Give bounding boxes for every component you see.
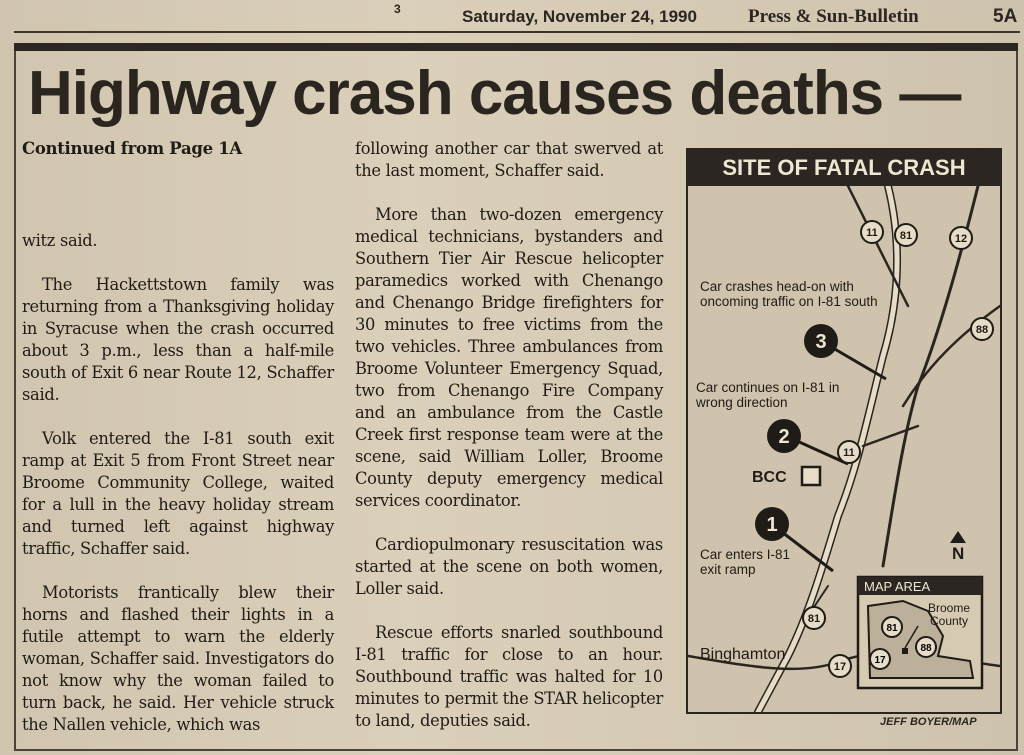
inset-map	[858, 577, 982, 688]
paragraph: More than two-dozen emergency medical technicians, bystanders and Southern Tier Air Rescue helicopter paramedics worked with Chenango and Chenango Bridge firefighters for 30 minutes to free victims from the two vehicles. Three ambulances from Broome Volunteer Emergency Squad, two from Chenango Fire Company and an ambulance from the Castle Creek first response team were at the scene, said William Loller, Broome County deputy emergency medical services coordinator.	[355, 205, 663, 510]
svg-text:MAP AREA: MAP AREA	[864, 579, 931, 594]
svg-text:88: 88	[975, 324, 989, 336]
paragraph: Volk entered the I-81 south exit ramp at Exit 5 from Front Street near Broome Community College, waited for a lull in the heavy holiday stream and turned left against highway traffic, Schaffer said.	[22, 429, 334, 558]
svg-text:2: 2	[778, 426, 790, 448]
map-title: SITE OF FATAL CRASH	[688, 150, 1000, 186]
svg-text:3: 3	[815, 331, 827, 353]
svg-text:11: 11	[843, 447, 855, 459]
map-graphic	[688, 186, 1000, 712]
step-marker-2	[767, 419, 801, 453]
svg-text:17: 17	[874, 655, 886, 666]
label-binghamton: Binghamton	[700, 646, 786, 663]
crash-site-map	[686, 148, 1002, 714]
paragraph: Cardiopulmonary resuscitation was started at the scene on both women, Loller said.	[355, 535, 663, 598]
svg-text:81: 81	[886, 623, 898, 634]
svg-text:81: 81	[899, 230, 913, 242]
top-rule	[14, 31, 1020, 33]
article-column-2	[355, 138, 663, 732]
label-step-2: Car continues on I-81 in wrong direction	[696, 380, 840, 410]
map-credit: JEFF BOYER/MAP	[880, 716, 977, 728]
label-bcc: BCC	[752, 469, 787, 486]
svg-text:17: 17	[833, 661, 847, 673]
step-marker-1	[755, 507, 789, 541]
frame-bar	[14, 43, 1018, 51]
step-marker-3	[804, 324, 838, 358]
route-81-shield-low	[803, 607, 825, 629]
newspaper-name: Press & Sun-Bulletin	[748, 6, 919, 27]
page-number: 5A	[993, 6, 1018, 27]
route-81-shield-top	[895, 224, 917, 246]
paragraph: witz said.	[22, 231, 98, 250]
paragraph: Rescue efforts snarled southbound I-81 traffic for close to an hour. Southbound traffic was halted for 10 minutes to permit the STAR helicopter to land, deputies said.	[355, 623, 663, 730]
label-step-3: Car crashes head-on with oncoming traffic on I-81 south	[700, 279, 878, 309]
paragraph: following another car that swerved at the last moment, Schaffer said.	[355, 139, 663, 180]
page-marker: 3	[394, 2, 401, 16]
north-arrow-icon	[950, 531, 966, 543]
svg-text:81: 81	[807, 613, 821, 625]
route-88-shield	[971, 318, 993, 340]
route-17-shield	[829, 655, 851, 677]
svg-text:1: 1	[766, 514, 778, 536]
headline: Highway crash causes deaths —	[28, 59, 961, 128]
paragraph: The Hackettstown family was returning from a Thanksgiving holiday in Syracuse when the crash occurred about 3 p.m., less than a half-mile south of Exit 6 near Route 12, Schaffer said.	[22, 275, 334, 404]
route-11-shield-mid	[838, 441, 860, 463]
label-step-1: Car enters I-81 exit ramp	[700, 547, 791, 577]
svg-text:12: 12	[954, 233, 968, 245]
label-north: N	[952, 544, 965, 563]
route-11-shield-top	[861, 221, 883, 243]
route-12-shield	[950, 227, 972, 249]
page-folio	[0, 0, 1024, 32]
article-column-1	[22, 138, 334, 736]
issue-date: Saturday, November 24, 1990	[462, 7, 697, 26]
svg-text:11: 11	[866, 227, 878, 239]
label-broome-county: Broome County	[927, 601, 971, 628]
continued-from: Continued from Page 1A	[22, 139, 242, 158]
paragraph: Motorists frantically blew their horns and flashed their lights in a futile attempt to warn the elderly woman, Schaffer said. Investigators do not know why the woman failed to turn back, he said. Her vehicle struck the Nallen vehicle, which was	[22, 583, 334, 734]
bcc-square-icon	[802, 467, 820, 485]
svg-text:88: 88	[920, 643, 932, 654]
